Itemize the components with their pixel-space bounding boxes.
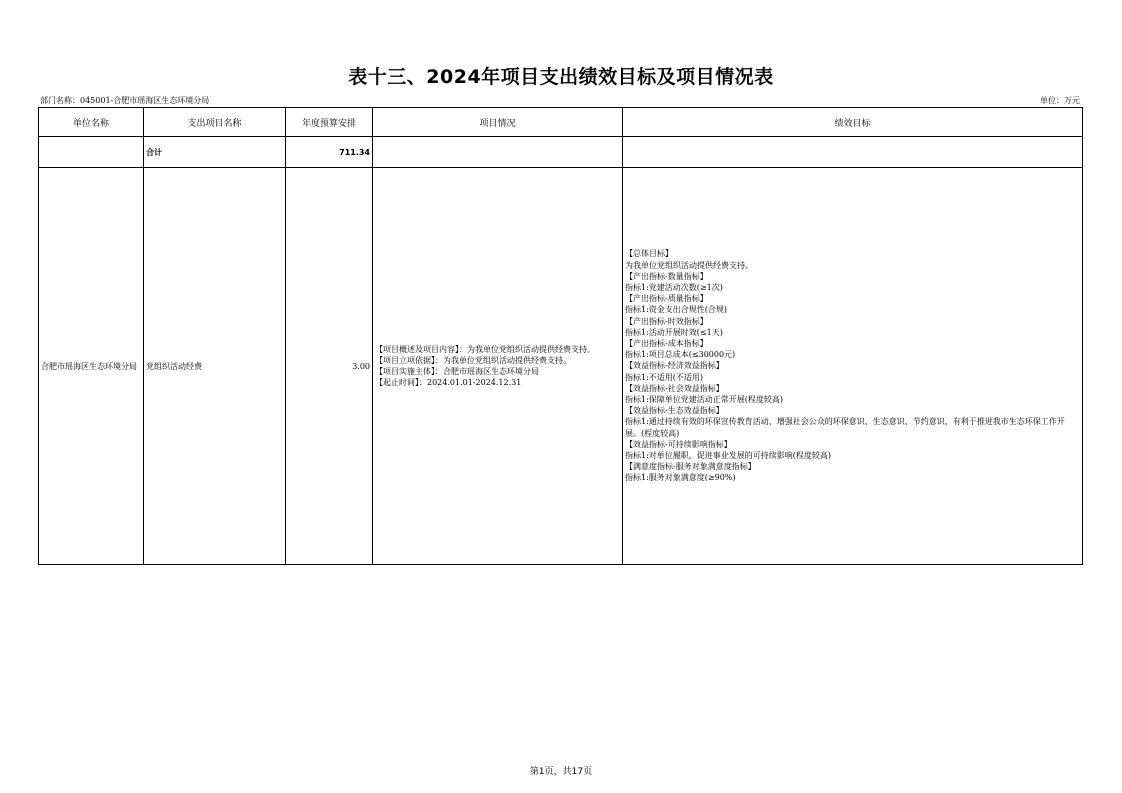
row-project-name: 党组织活动经费 bbox=[144, 168, 286, 565]
goal-line: 指标1:服务对象满意度(≥90%) bbox=[625, 473, 736, 483]
goal-line: 【效益指标-可持续影响指标】 bbox=[625, 439, 732, 449]
total-goals-cell bbox=[623, 137, 1083, 168]
performance-table bbox=[38, 107, 1083, 565]
total-budget: 711.34 bbox=[286, 137, 373, 168]
goal-line: 指标1:保障单位党建活动正常开展(程度较高) bbox=[625, 395, 784, 404]
goal-line: 【效益指标-生态效益指标】 bbox=[625, 406, 724, 416]
department-label: 部门名称：045001-合肥市瑶海区生态环境分局 bbox=[40, 96, 210, 105]
goal-line: 【效益指标-经济效益指标】 bbox=[625, 361, 724, 371]
goal-line: 【效益指标-社会效益指标】 bbox=[625, 383, 724, 393]
goal-line: 指标1:不适用(不适用) bbox=[625, 372, 704, 382]
goal-line: 指标1:资金支出合规性(合规) bbox=[625, 305, 728, 315]
page-title: 表十三、2024年项目支出绩效目标及项目情况表 bbox=[348, 66, 774, 88]
situation-line: 【项目概述及项目内容】：为我单位党组织活动提供经费支持。 bbox=[375, 345, 595, 354]
row-unit-name: 合肥市瑶海区生态环境分局 bbox=[39, 168, 144, 565]
situation-line: 【项目立项依据】：为我单位党组织活动提供经费支持。 bbox=[375, 356, 571, 365]
goal-line: 【产出指标-数量指标】 bbox=[625, 271, 708, 281]
goal-line: 【产出指标-质量指标】 bbox=[625, 294, 708, 304]
goal-line: 为我单位党组织活动提供经费支持。 bbox=[625, 260, 753, 270]
goal-line: 【满意度指标-服务对象满意度指标】 bbox=[625, 462, 756, 472]
header-performance-goals: 绩效目标 bbox=[623, 108, 1083, 137]
header-project-name: 支出项目名称 bbox=[144, 108, 286, 137]
table-row bbox=[39, 168, 1083, 565]
total-row bbox=[39, 137, 1083, 168]
goal-line: 指标1:活动开展时效(≤1天) bbox=[625, 327, 723, 337]
row-budget: 3.00 bbox=[286, 168, 373, 565]
table-header-row bbox=[39, 108, 1083, 137]
unit-label: 单位：万元 bbox=[1040, 96, 1080, 105]
situation-line: 【起止时间】：2024.01.01-2024.12.31 bbox=[375, 378, 522, 387]
row-goals-cell bbox=[623, 168, 1083, 565]
page-footer: 第1页，共17页 bbox=[529, 767, 593, 777]
goal-line: 指标1:项目总成本(≤30000元) bbox=[625, 350, 736, 360]
total-label: 合计 bbox=[144, 137, 286, 168]
row-situation-cell bbox=[373, 168, 623, 565]
header-unit-name: 单位名称 bbox=[39, 108, 144, 137]
situation-line: 【项目实施主体】：合肥市瑶海区生态环境分局 bbox=[375, 367, 539, 376]
goal-line: 指标1:对单位履职，促进事业发展的可持续影响(程度较高) bbox=[625, 451, 832, 461]
goal-line: 指标1:通过持续有效的环保宣传教育活动，增强社会公众的环保意识、生态意识、节约意识，有利于推进我市生态环保工作开展。(程度较高) bbox=[625, 417, 1065, 438]
goal-line: 【总体目标】 bbox=[625, 249, 673, 259]
header-annual-budget: 年度预算安排 bbox=[286, 108, 373, 137]
header-project-situation: 项目情况 bbox=[373, 108, 623, 137]
goal-line: 【产出指标-时效指标】 bbox=[625, 316, 708, 326]
total-unit-cell bbox=[39, 137, 144, 168]
goal-line: 指标1:党建活动次数(≥1次) bbox=[625, 282, 723, 292]
goal-line: 【产出指标-成本指标】 bbox=[625, 338, 708, 348]
meta-row bbox=[39, 95, 1081, 107]
total-situation-cell bbox=[373, 137, 623, 168]
